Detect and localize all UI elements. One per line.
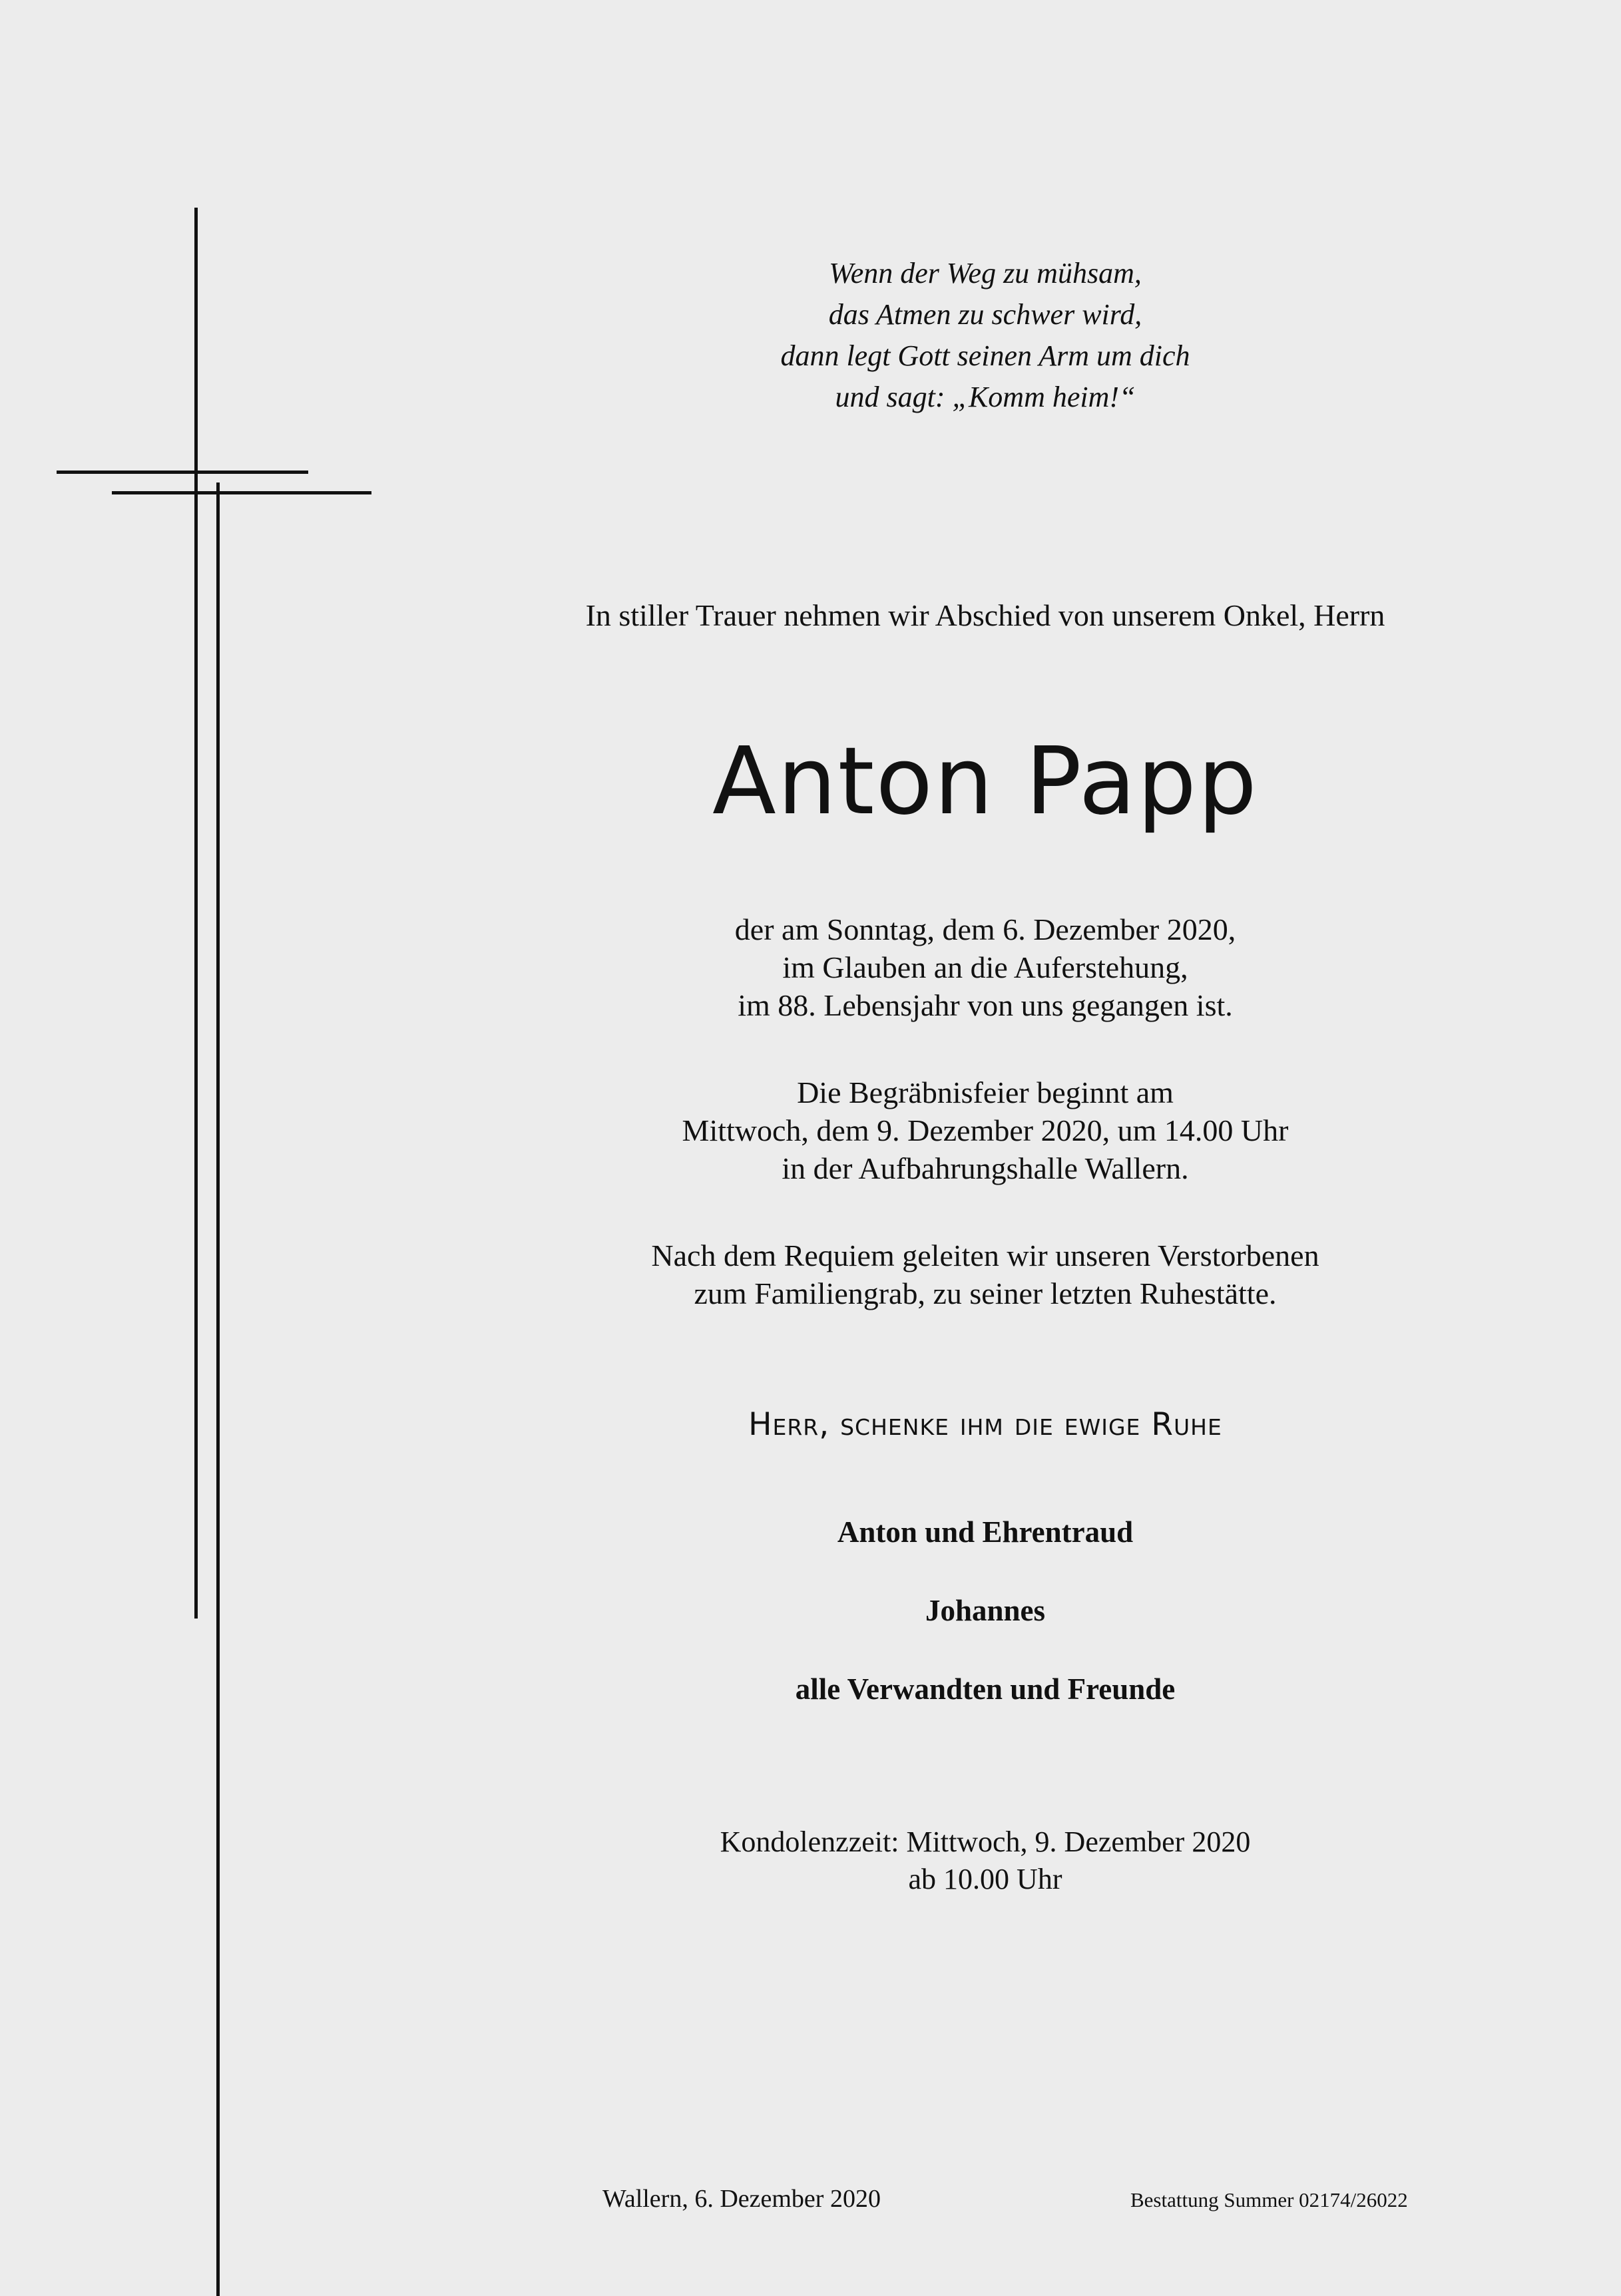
- quote-line: das Atmen zu schwer wird,: [828, 298, 1142, 331]
- condolence-line: Kondolenzzeit: Mittwoch, 9. Dezember 2020: [720, 1825, 1251, 1858]
- funeral-line: Mittwoch, dem 9. Dezember 2020, um 14.00 Uhr: [682, 1113, 1289, 1147]
- requiem-line: zum Familiengrab, zu seiner letzten Ruhestätte.: [694, 1276, 1277, 1310]
- funeral-paragraph: [519, 1073, 1451, 1187]
- prayer-line: Herr, schenke ihm die ewige Ruhe: [748, 1406, 1222, 1443]
- condolence-info: [519, 1823, 1451, 1898]
- passing-line: im Glauben an die Auferstehung,: [782, 950, 1188, 984]
- quote-line: dann legt Gott seinen Arm um dich: [780, 339, 1190, 372]
- passing-line: der am Sonntag, dem 6. Dezember 2020,: [734, 912, 1236, 946]
- funeral-line: in der Aufbahrungshalle Wallern.: [782, 1151, 1189, 1185]
- opening-quote: [519, 253, 1451, 418]
- cross-horizontal-lower-line: [112, 491, 371, 494]
- cross-horizontal-upper-line: [57, 471, 308, 474]
- requiem-paragraph: [519, 1237, 1451, 1312]
- quote-line: Wenn der Weg zu mühsam,: [829, 257, 1142, 289]
- undertaker-contact: Bestattung Summer 02174/26022: [1130, 2188, 1408, 2211]
- cross-vertical-upper-line: [194, 208, 198, 1619]
- intro-text: In stiller Trauer nehmen wir Abschied von unserem Onkel, Herrn: [585, 598, 1385, 632]
- condolence-line: ab 10.00 Uhr: [908, 1863, 1062, 1895]
- cross-vertical-long-line: [216, 482, 220, 2296]
- funeral-line: Die Begräbnisfeier beginnt am: [797, 1075, 1174, 1109]
- mourner-name: Anton und Ehrentraud: [837, 1515, 1134, 1549]
- mourner-name: alle Verwandten und Freunde: [795, 1672, 1176, 1706]
- place-date: Wallern, 6. Dezember 2020: [602, 2185, 881, 2213]
- passing-paragraph: [519, 910, 1451, 1024]
- passing-line: im 88. Lebensjahr von uns gegangen ist.: [738, 988, 1233, 1022]
- requiem-line: Nach dem Requiem geleiten wir unseren Verstorbenen: [651, 1239, 1319, 1272]
- deceased-name: Anton Papp: [712, 727, 1258, 836]
- mourners-list: [519, 1511, 1451, 1746]
- mourner-name: Johannes: [925, 1594, 1046, 1627]
- quote-line: und sagt: „Komm heim!“: [835, 381, 1136, 413]
